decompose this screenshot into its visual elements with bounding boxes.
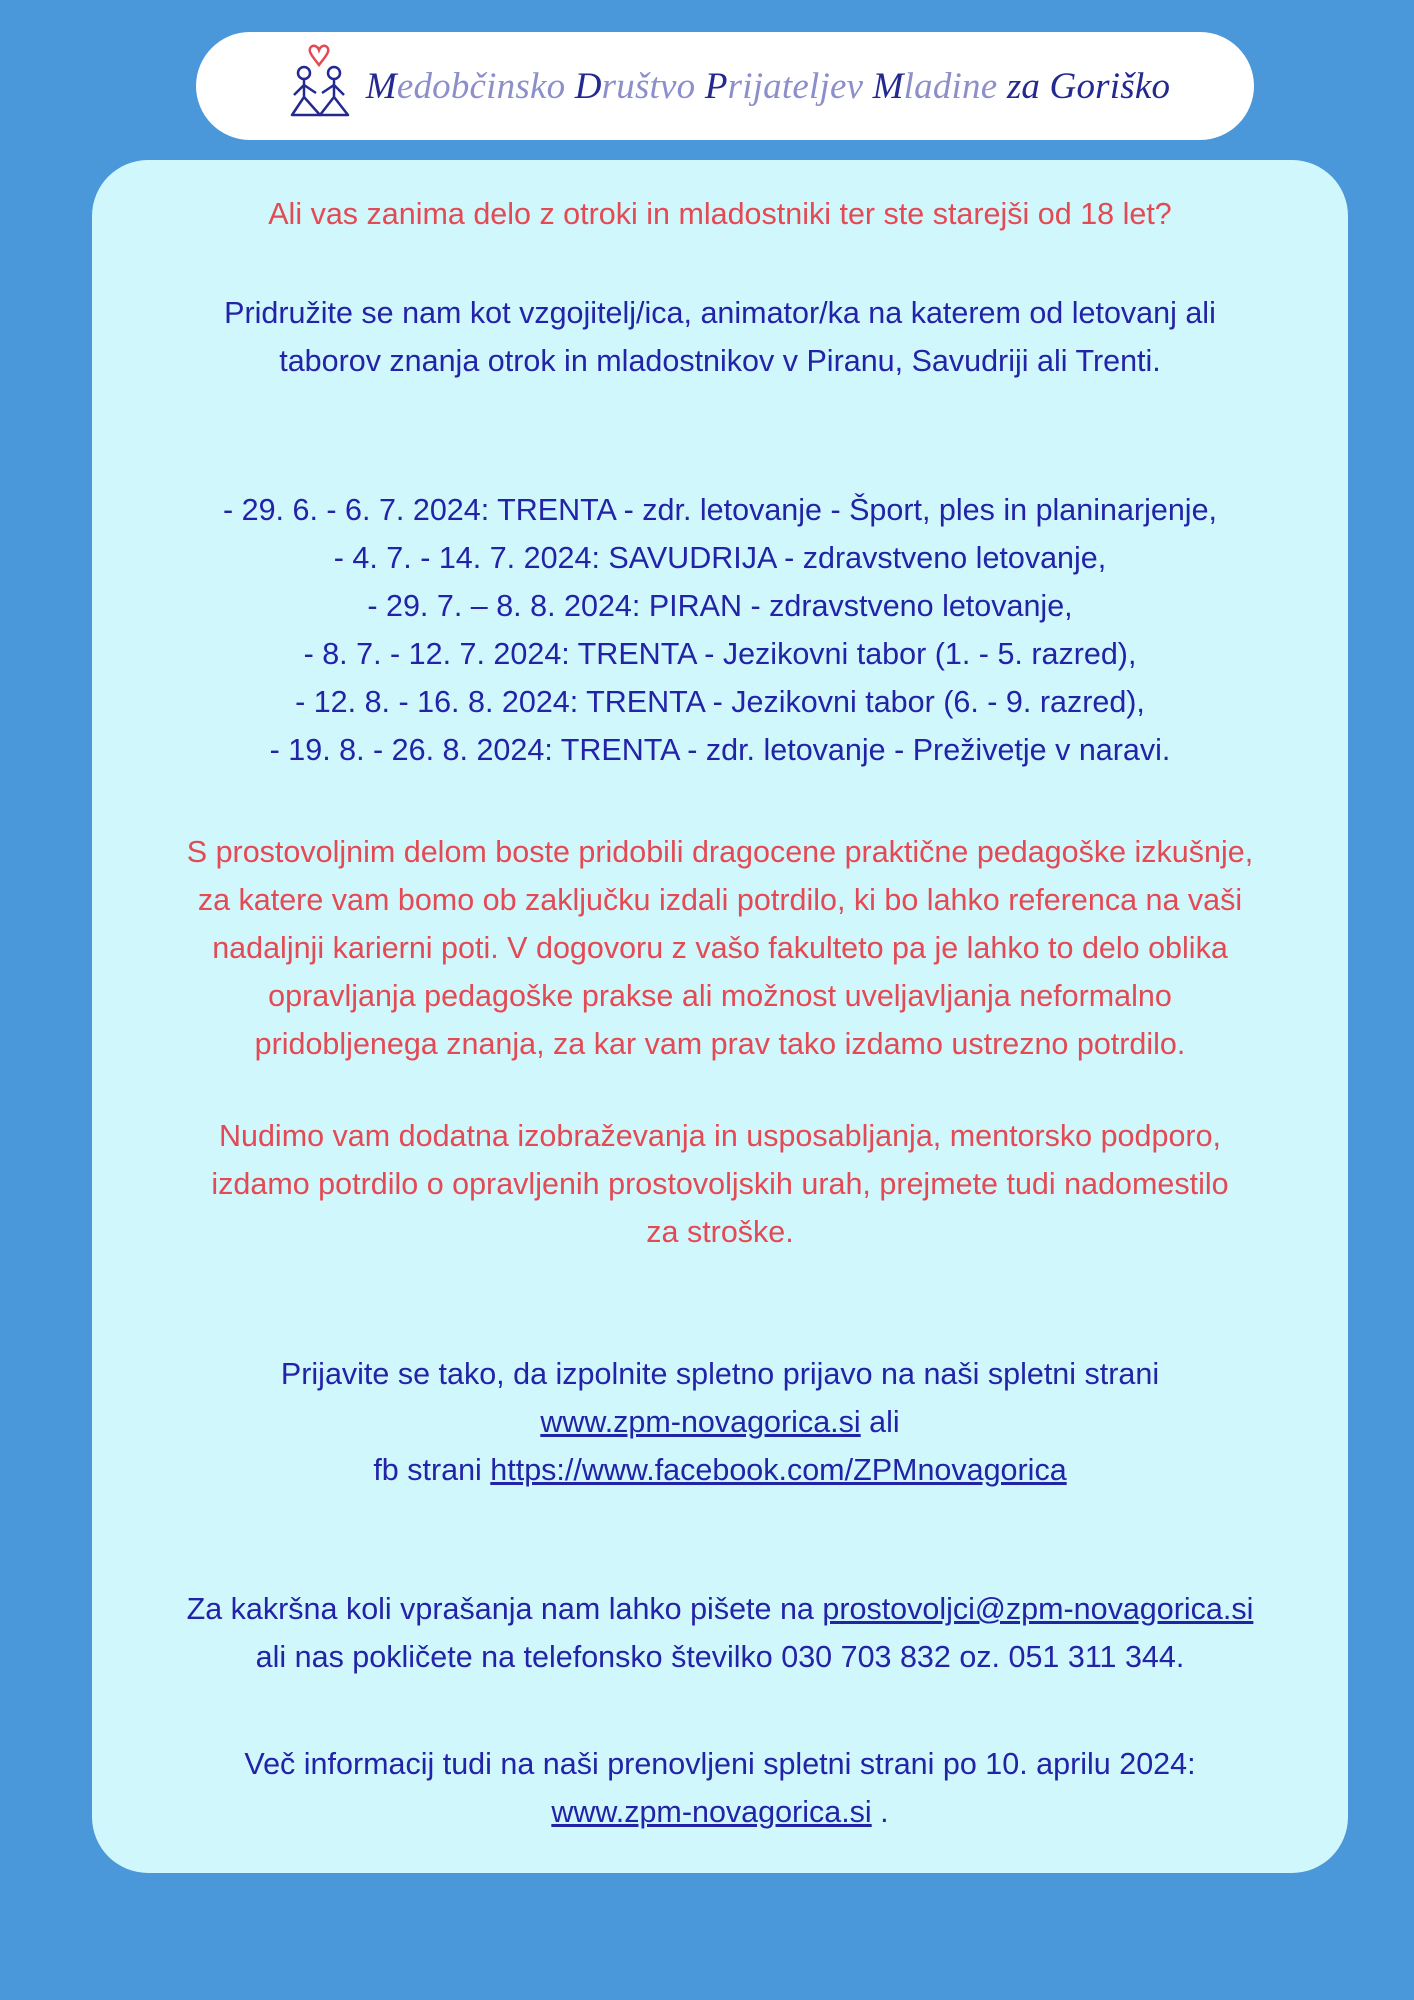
contact-phone-line: ali nas pokličete na telefonsko številko 030 703 832 oz. 051 311 344.	[255, 1640, 1185, 1674]
more-info-line: Več informacij tudi na naši prenovljeni spletni strani po 10. aprilu 2024:	[244, 1747, 1196, 1781]
apply-website-line	[92, 1398, 1348, 1446]
offer-line: Nudimo vam dodatna izobraževanja in usposabljanja, mentorsko podporo,	[218, 1119, 1222, 1153]
offer-line: izdamo potrdilo o opravljenih prostovoljskih urah, prejmete tudi nadomestilo	[211, 1167, 1229, 1201]
schedule-item: - 19. 8. - 26. 8. 2024: TRENTA - zdr. letovanje - Preživetje v naravi.	[269, 733, 1171, 767]
benefits-line: za katere vam bomo ob zaključku izdali potrdilo, ki bo lahko referenca na vaši	[197, 883, 1243, 917]
offer-line: za stroške.	[646, 1215, 794, 1249]
schedule-item: - 29. 6. - 6. 7. 2024: TRENTA - zdr. letovanje - Šport, ples in planinarjenje,	[222, 493, 1218, 527]
email-link[interactable]: prostovoljci@zpm-novagorica.si	[822, 1592, 1254, 1626]
apply-fb-line	[92, 1446, 1348, 1494]
question-text: Ali vas zanima delo z otroki in mladostniki ter ste starejši od 18 let?	[268, 197, 1172, 231]
facebook-link[interactable]: https://www.facebook.com/ZPMnovagorica	[490, 1453, 1067, 1487]
website-link-2[interactable]: www.zpm-novagorica.si	[551, 1795, 872, 1829]
apply-line: Prijavite se tako, da izpolnite spletno prijavo na naši spletni strani	[280, 1357, 1160, 1391]
website-link[interactable]: www.zpm-novagorica.si	[540, 1405, 861, 1439]
more-info-paragraph	[92, 1740, 1348, 1836]
benefits-line: nadaljnji karierni poti. V dogovoru z vašo fakulteto pa je lahko to delo oblika	[212, 931, 1228, 965]
schedule-item: - 4. 7. - 14. 7. 2024: SAVUDRIJA - zdravstveno letovanje,	[333, 541, 1107, 575]
invite-paragraph	[92, 289, 1348, 385]
question-heading	[92, 190, 1348, 238]
schedule-list	[92, 486, 1348, 774]
organization-name: Medobčinsko Društvo Prijateljev Mladine za Goriško	[365, 65, 1171, 107]
benefits-line: S prostovoljnim delom boste pridobili dragocene praktične pedagoške izkušnje,	[186, 835, 1254, 869]
invite-line: taborov znanja otrok in mladostnikov v Piranu, Savudriji ali Trenti.	[279, 344, 1161, 378]
header-banner	[196, 32, 1254, 140]
benefits-line: opravljanja pedagoške prakse ali možnost uveljavljanja neformalno	[268, 979, 1172, 1013]
heart-children-logo-icon	[280, 43, 358, 123]
apply-paragraph	[92, 1350, 1348, 1494]
contact-prefix: Za kakršna koli vprašanja nam lahko pišete na	[186, 1592, 823, 1626]
fb-prefix: fb strani	[373, 1453, 491, 1487]
more-info-suffix: .	[871, 1795, 889, 1829]
contact-paragraph	[92, 1585, 1348, 1681]
invite-line: Pridružite se nam kot vzgojitelj/ica, animator/ka na katerem od letovanj ali	[224, 296, 1216, 330]
apply-connector: ali	[860, 1405, 900, 1439]
schedule-item: - 8. 7. - 12. 7. 2024: TRENTA - Jezikovni tabor (1. - 5. razred),	[303, 637, 1137, 671]
contact-email-line	[92, 1585, 1348, 1633]
schedule-item: - 12. 8. - 16. 8. 2024: TRENTA - Jezikovni tabor (6. - 9. razred),	[295, 685, 1145, 719]
benefits-paragraph	[92, 828, 1348, 1068]
more-info-website-line	[92, 1788, 1348, 1836]
benefits-line: pridobljenega znanja, za kar vam prav tako izdamo ustrezno potrdilo.	[254, 1027, 1186, 1061]
content-card	[92, 160, 1348, 1873]
schedule-item: - 29. 7. – 8. 8. 2024: PIRAN - zdravstveno letovanje,	[367, 589, 1073, 623]
offer-paragraph	[92, 1112, 1348, 1256]
